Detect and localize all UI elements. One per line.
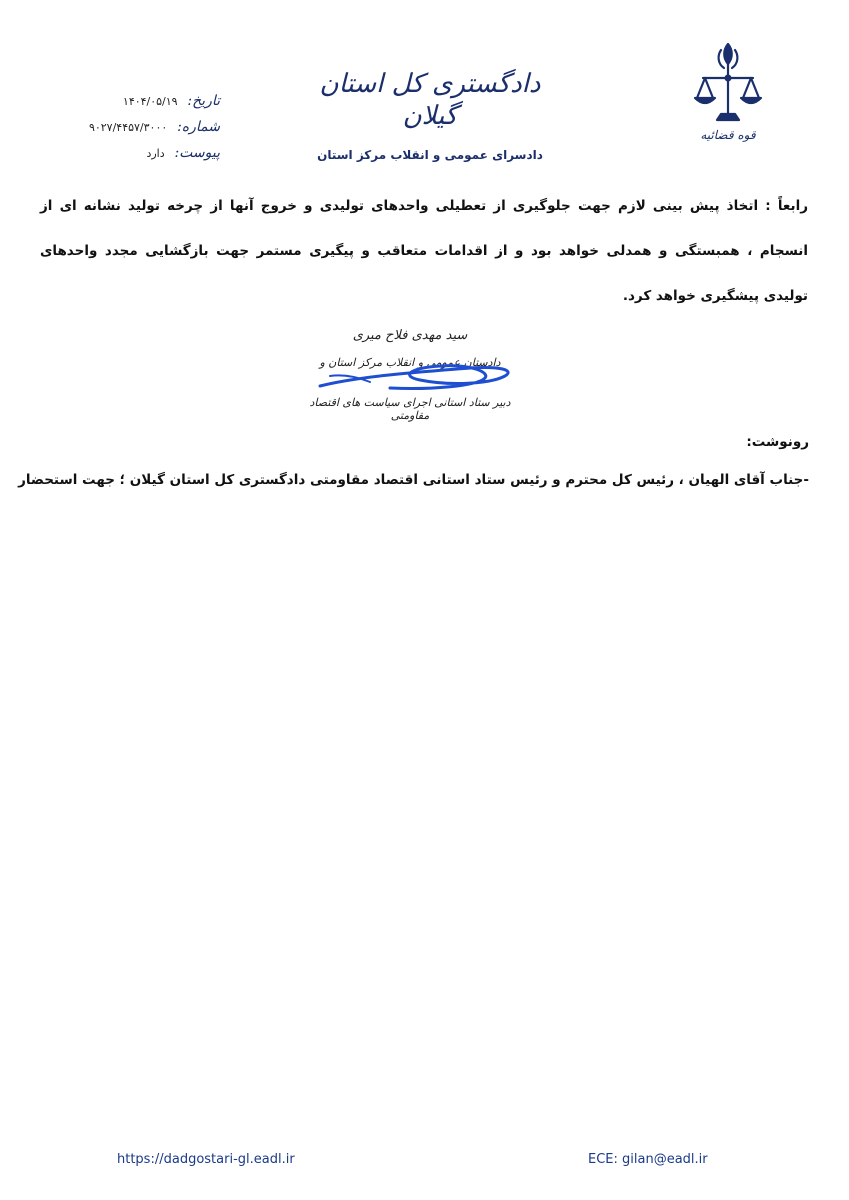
signatory-name: سید مهدی فلاح میری (352, 328, 468, 343)
date-label: تاریخ: (187, 93, 220, 109)
body-paragraph: رابعاً : اتخاذ پیش بینی لازم جهت جلوگیری از تعطیلی واحدهای تولیدی و خروج آنها از چرخه تولید نشانه ای از انسجام ، همبستگی و همدلی خواهد بود و از اقدامات متعاقب و پیگیری مستمر جهت بازگشایی مجدد واحدهای تولیدی پیشگیری خواهد کرد. (40, 198, 808, 304)
date-value: ۱۴۰۴/۰۵/۱۹ (122, 95, 178, 108)
attachment-label: پیوست: (174, 145, 220, 161)
footer-website-link[interactable]: https://dadgostari-gl.eadl.ir (117, 1152, 295, 1167)
emblem-caption: قوه قضائیه (700, 128, 756, 142)
page-title: دادگستری کل استان گیلان (319, 69, 541, 131)
footer-email[interactable]: ECE: gilan@eadl.ir (588, 1152, 708, 1167)
letter-meta (60, 88, 220, 166)
letterhead-title-block (300, 68, 560, 162)
judiciary-emblem (690, 40, 766, 152)
number-value: ۹۰۲۷/۴۴۵۷/۳۰۰۰ (88, 121, 168, 134)
handwritten-signature-icon (300, 346, 520, 396)
page-subtitle: دادسرای عمومی و انقلاب مرکز استان (317, 148, 543, 162)
copy-label: رونوشت: (746, 434, 809, 450)
number-row (60, 114, 220, 140)
copy-recipient: -جناب آقای الهیان ، رئیس کل محترم و رئیس ستاد استانی اقتصاد مقاومتی دادگستری کل استان گیلان ؛ جهت استحضار (18, 472, 809, 488)
number-label: شماره: (177, 119, 220, 135)
signatory-title-line2: دبیر ستاد استانی اجرای سیاست های اقتصاد مقاومتی (309, 396, 511, 422)
signatory-title-line1: دادستان عمومی و انقلاب مرکز استان و (319, 356, 501, 369)
date-row (60, 88, 220, 114)
attachment-value: دارد (146, 147, 165, 160)
scales-of-justice-icon (693, 40, 763, 126)
signature-block (300, 328, 520, 428)
attachment-row (60, 140, 220, 166)
